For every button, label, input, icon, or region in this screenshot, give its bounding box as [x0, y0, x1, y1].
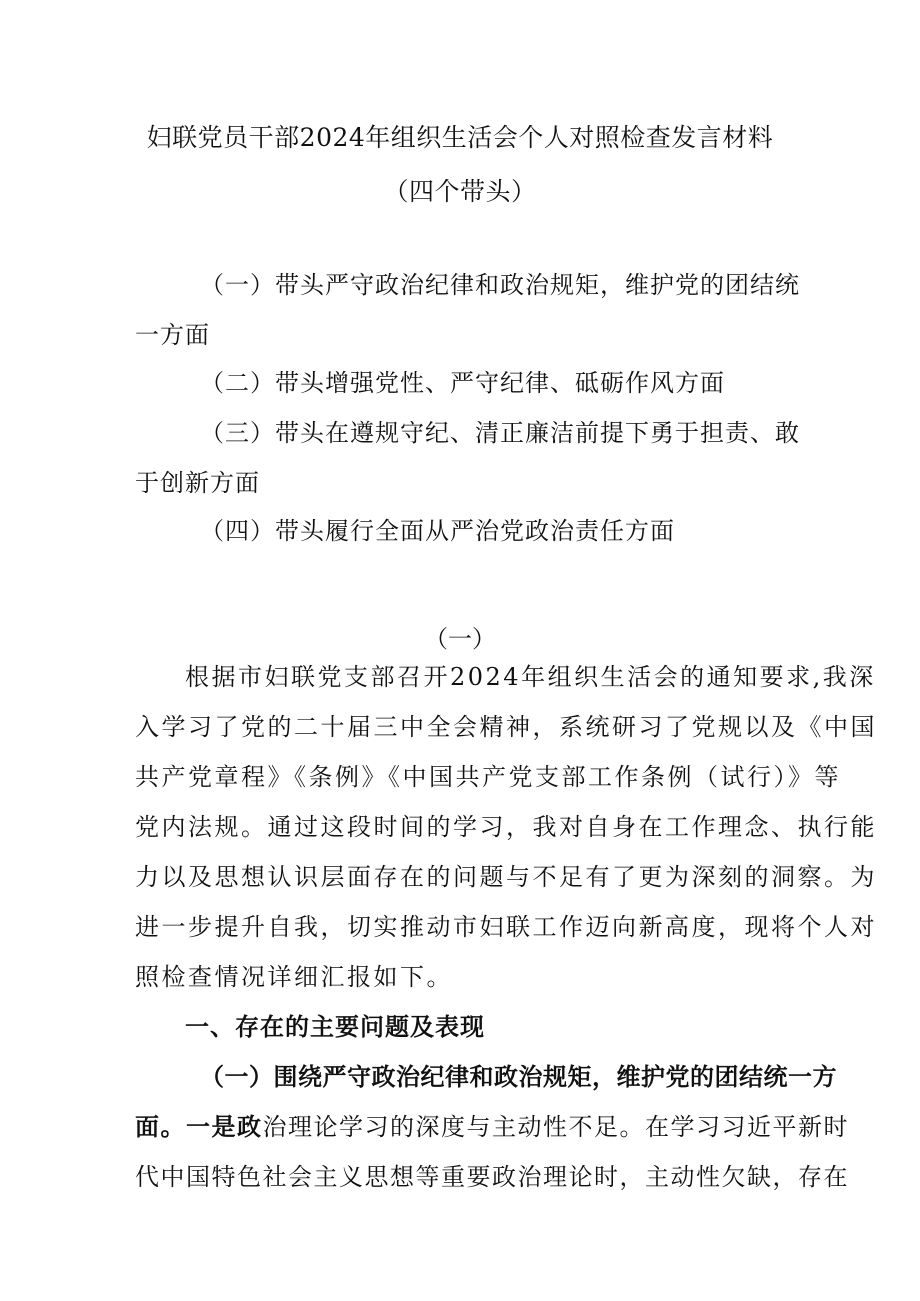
- toc-line-3: （二）带头增强党性、严守纪律、砥砺作风方面: [200, 369, 725, 397]
- toc-line-1: （一）带头严守政治纪律和政治规矩，维护党的团结统: [200, 271, 800, 299]
- toc-line-5: 于创新方面: [135, 469, 260, 497]
- subsection-1-line-3: 代中国特色社会主义思想等重要政治理论时，主动性欠缺，存在: [135, 1163, 849, 1191]
- document-subtitle: （四个带头）: [383, 177, 537, 206]
- intro-line-2: 入学习了党的二十届三中全会精神，系统研习了党规以及《中国: [135, 713, 877, 741]
- toc-line-6: （四）带头履行全面从严治党政治责任方面: [200, 517, 675, 545]
- subsection-1-line-2: [135, 1112, 849, 1141]
- intro-line-4: 党内法规。通过这段时间的学习，我对自身在工作理念、执行能: [135, 813, 877, 841]
- intro-line-3: 共产党章程》《条例》《中国共产党支部工作条例（试行）》等: [135, 763, 841, 791]
- intro-line-1: 根据市妇联党支部召开2024年组织生活会的通知要求,我深: [185, 663, 876, 691]
- intro-line-7: 照检查情况详细汇报如下。: [135, 963, 453, 991]
- toc-line-4: （三）带头在遵规守纪、清正廉洁前提下勇于担责、敢: [200, 419, 800, 447]
- subsection-1-line-1: （一）围绕严守政治纪律和政治规矩，维护党的团结统一方: [200, 1062, 837, 1091]
- subsection-1-bold-lead: 面。一是政: [135, 1112, 263, 1141]
- intro-line-5: 力以及思想认识层面存在的问题与不足有了更为深刻的洞察。为: [135, 863, 877, 891]
- section-heading-1: 一、存在的主要问题及表现: [185, 1012, 485, 1041]
- intro-line-6: 进一步提升自我，切实推动市妇联工作迈向新高度，现将个人对: [135, 913, 877, 941]
- section-marker: （一）: [424, 625, 496, 653]
- document-title: 妇联党员干部2024年组织生活会个人对照检查发言材料: [146, 123, 774, 152]
- toc-line-2: 一方面: [135, 321, 210, 349]
- subsection-1-line-2-text: 治理论学习的深度与主动性不足。在学习习近平新时: [262, 1113, 849, 1141]
